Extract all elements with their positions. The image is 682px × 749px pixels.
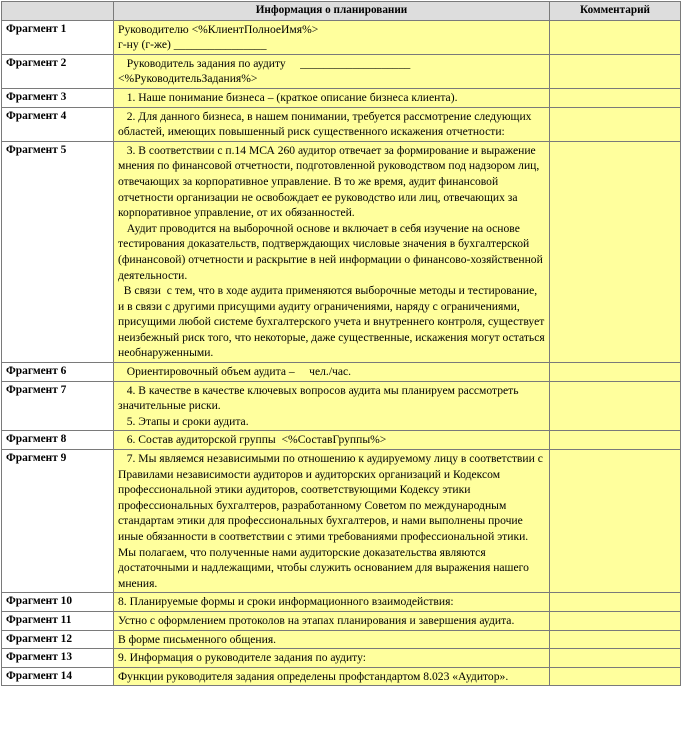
comment-cell[interactable]: [550, 88, 681, 107]
planning-info-cell[interactable]: [114, 593, 550, 612]
comment-cell[interactable]: [550, 593, 681, 612]
planning-info-cell[interactable]: [114, 141, 550, 362]
header-fragment: [2, 2, 114, 21]
table-row: [2, 431, 681, 450]
planning-text: 3. В соответствии с п.14 МСА 260 аудитор отвечает за формирование и выражение мнения по финансовой отчетности, подготовленной руководством под надзором лиц, отвечающих за корпоративное управление. В то же время, аудит финансовой отчетности организации не освобождает ее руководство или лиц, отвечающих за корпоративное управление, от их обязанностей.: [118, 143, 543, 220]
fragment-label: Фрагмент 1: [2, 20, 114, 54]
planning-text: Руководитель задания по аудиту ___________________: [118, 56, 411, 70]
fragment-label: Фрагмент 11: [2, 611, 114, 630]
planning-info-cell[interactable]: [114, 88, 550, 107]
table-row: [2, 54, 681, 88]
comment-cell[interactable]: [550, 431, 681, 450]
planning-text: Руководителю <%КлиентПолноеИмя%>: [118, 22, 319, 36]
planning-text: 7. Мы являемся независимыми по отношению к аудируемому лицу в соответствии с Правилами независимости аудиторов и аудиторских организаций и Кодексом профессиональной этики аудиторов, соответствующими Кодексу этики профессиональных бухгалтеров, разработанному Советом по международным стандартам этики для профессиональных бухгалтеров, и нами выполнены прочие иные обязанности в соответствии с этими требованиями профессиональной этики. Мы полагаем, что полученные нами аудиторские доказательства являются достаточными и надлежащими, чтобы служить основанием для выражения нашего мнения.: [118, 452, 546, 590]
planning-text: Функции руководителя задания определены профстандартом 8.023 «Аудитор».: [118, 669, 509, 683]
comment-cell[interactable]: [550, 141, 681, 362]
planning-info-cell[interactable]: [114, 107, 550, 141]
planning-text: 5. Этапы и сроки аудита.: [118, 414, 249, 428]
planning-text: 6. Состав аудиторской группы <%СоставГруппы%>: [118, 433, 387, 447]
planning-info-cell[interactable]: [114, 363, 550, 382]
table-row: [2, 88, 681, 107]
fragment-label: Фрагмент 12: [2, 630, 114, 649]
planning-table: [1, 1, 681, 686]
table-row: [2, 593, 681, 612]
fragment-label: Фрагмент 10: [2, 593, 114, 612]
table-row: [2, 107, 681, 141]
comment-cell[interactable]: [550, 667, 681, 686]
planning-text: Ориентировочный объем аудита – чел./час.: [118, 365, 352, 379]
table-row: [2, 630, 681, 649]
fragment-label: Фрагмент 14: [2, 667, 114, 686]
planning-text: Устно с оформлением протоколов на этапах планирования и завершения аудита.: [118, 613, 515, 627]
planning-text: 1. Наше понимание бизнеса – (краткое описание бизнеса клиента).: [118, 90, 458, 104]
table-row: [2, 141, 681, 362]
table-row: [2, 450, 681, 593]
comment-cell[interactable]: [550, 363, 681, 382]
comment-cell[interactable]: [550, 54, 681, 88]
fragment-label: Фрагмент 8: [2, 431, 114, 450]
planning-text: 9. Информация о руководителе задания по аудиту:: [118, 651, 366, 665]
planning-text: В форме письменного общения.: [118, 632, 277, 646]
header-planning-info: Информация о планировании: [114, 2, 550, 21]
table-row: [2, 611, 681, 630]
planning-info-cell[interactable]: [114, 54, 550, 88]
planning-info-cell[interactable]: [114, 431, 550, 450]
comment-cell[interactable]: [550, 381, 681, 431]
table-row: [2, 20, 681, 54]
planning-info-cell[interactable]: [114, 381, 550, 431]
planning-text: 4. В качестве в качестве ключевых вопросов аудита мы планируем рассмотреть значительные риски.: [118, 383, 522, 413]
table-row: [2, 667, 681, 686]
planning-info-cell[interactable]: [114, 450, 550, 593]
comment-cell[interactable]: [550, 107, 681, 141]
comment-cell[interactable]: [550, 630, 681, 649]
fragment-label: Фрагмент 5: [2, 141, 114, 362]
table-header-row: [2, 2, 681, 21]
planning-text: Аудит проводится на выборочной основе и включает в себя изучение на основе тестирования доказательств, подтверждающих числовые значения в бухгалтерской (финансовой) отчетности и раскрытие в ней информации о финансово-хозяйственной деятельности.: [118, 221, 546, 282]
comment-cell[interactable]: [550, 450, 681, 593]
planning-text: <%РуководительЗадания%>: [118, 72, 258, 86]
table-row: [2, 363, 681, 382]
comment-cell[interactable]: [550, 649, 681, 668]
comment-cell[interactable]: [550, 611, 681, 630]
planning-text: 2. Для данного бизнеса, в нашем понимании, требуется рассмотрение следующих областей, имеющих повышенный риск существенного искажения отчетности:: [118, 109, 535, 139]
planning-info-cell[interactable]: [114, 630, 550, 649]
planning-info-cell[interactable]: [114, 20, 550, 54]
planning-info-cell[interactable]: [114, 649, 550, 668]
planning-info-cell[interactable]: [114, 667, 550, 686]
fragment-label: Фрагмент 4: [2, 107, 114, 141]
header-comment: Комментарий: [550, 2, 681, 21]
table-row: [2, 649, 681, 668]
fragment-label: Фрагмент 6: [2, 363, 114, 382]
fragment-label: Фрагмент 2: [2, 54, 114, 88]
comment-cell[interactable]: [550, 20, 681, 54]
fragment-label: Фрагмент 13: [2, 649, 114, 668]
table-body: [2, 20, 681, 686]
fragment-label: Фрагмент 7: [2, 381, 114, 431]
table-row: [2, 381, 681, 431]
planning-text: г-ну (г-же) ________________: [118, 38, 267, 52]
planning-text: В связи с тем, что в ходе аудита применяются выборочные методы и тестирование, и в связи с другими присущими аудиту ограничениями, наряду с ограничениями, присущими любой системе бухгалтерского учета и внутреннего контроля, существует неизбежный риск того, что некоторые, даже существенные, искажения могут остаться необнаруженными.: [118, 284, 548, 360]
fragment-label: Фрагмент 9: [2, 450, 114, 593]
planning-text: 8. Планируемые формы и сроки информационного взаимодействия:: [118, 595, 454, 609]
fragment-label: Фрагмент 3: [2, 88, 114, 107]
planning-info-cell[interactable]: [114, 611, 550, 630]
